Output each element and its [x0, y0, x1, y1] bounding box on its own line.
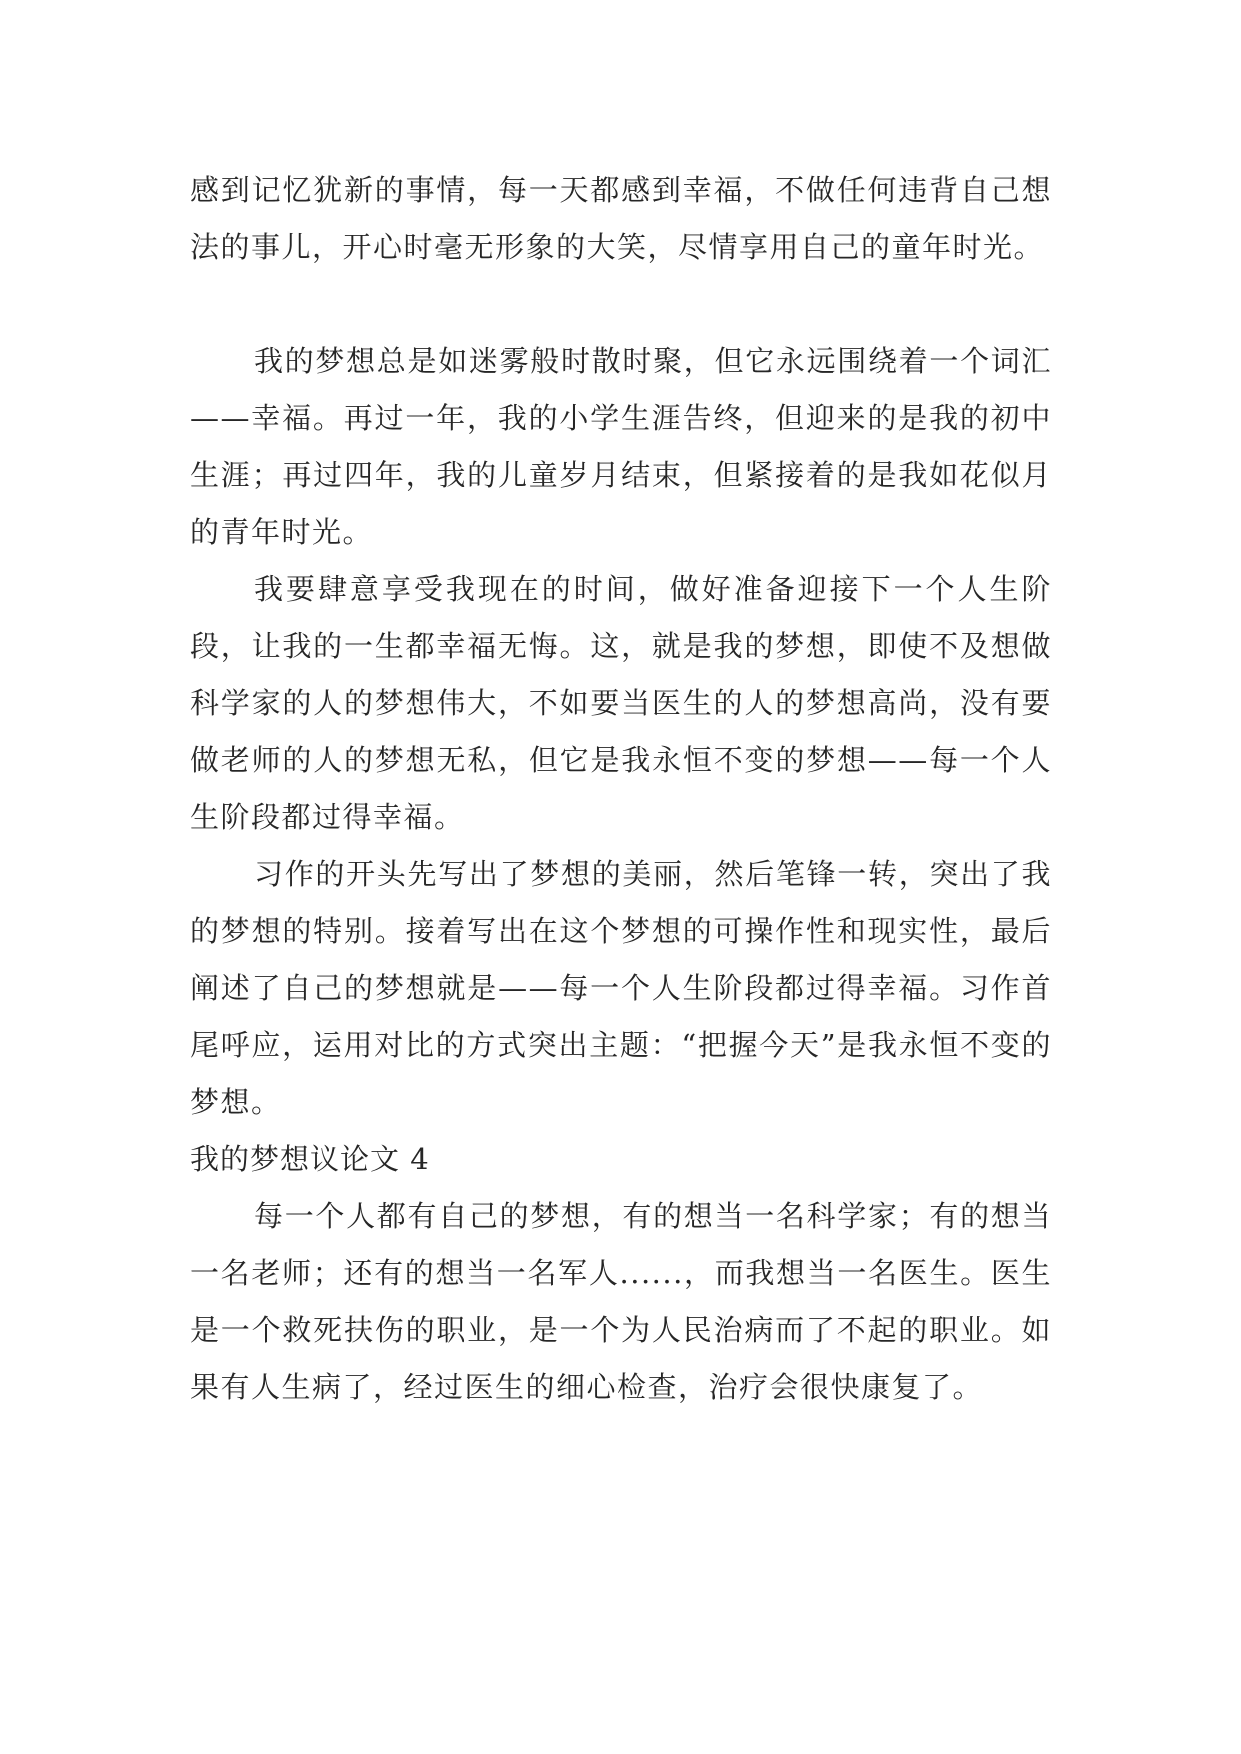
section-title: 我的梦想议论文 4 — [190, 1142, 430, 1176]
paragraph-enjoy-time: 我要肆意享受我现在的时间，做好准备迎接下一个人生阶段，让我的一生都幸福无悔。这，就是我的梦想，即使不及想做科学家的人的梦想伟大，不如要当医生的人的梦想高尚，没有要做老师的人的梦想无私，但它是我永恒不变的梦想——每一个人生阶段都过得幸福。 — [190, 572, 1052, 834]
paragraph-commentary: 习作的开头先写出了梦想的美丽，然后笔锋一转，突出了我的梦想的特别。接着写出在这个梦想的可操作性和现实性，最后阐述了自己的梦想就是——每一个人生阶段都过得幸福。习作首尾呼应，运用对比的方式突出主题：“把握今天”是我永恒不变的梦想。 — [190, 857, 1052, 1119]
paragraph-dream-happiness: 我的梦想总是如迷雾般时散时聚，但它永远围绕着一个词汇——幸福。再过一年，我的小学生涯告终，但迎来的是我的初中生涯；再过四年，我的儿童岁月结束，但紧接着的是我如花似月的青年时光。 — [190, 344, 1052, 549]
paragraph-continued: 感到记忆犹新的事情，每一天都感到幸福，不做任何违背自己想法的事儿，开心时毫无形象的大笑，尽情享用自己的童年时光。 — [190, 173, 1052, 264]
paragraph-doctor-dream: 每一个人都有自己的梦想，有的想当一名科学家；有的想当一名老师；还有的想当一名军人......，而我想当一名医生。医生是一个救死扶伤的职业，是一个为人民治病而了不起的职业。如果有人生病了，经过医生的细心检查，治疗会很快康复了。 — [190, 1199, 1052, 1404]
